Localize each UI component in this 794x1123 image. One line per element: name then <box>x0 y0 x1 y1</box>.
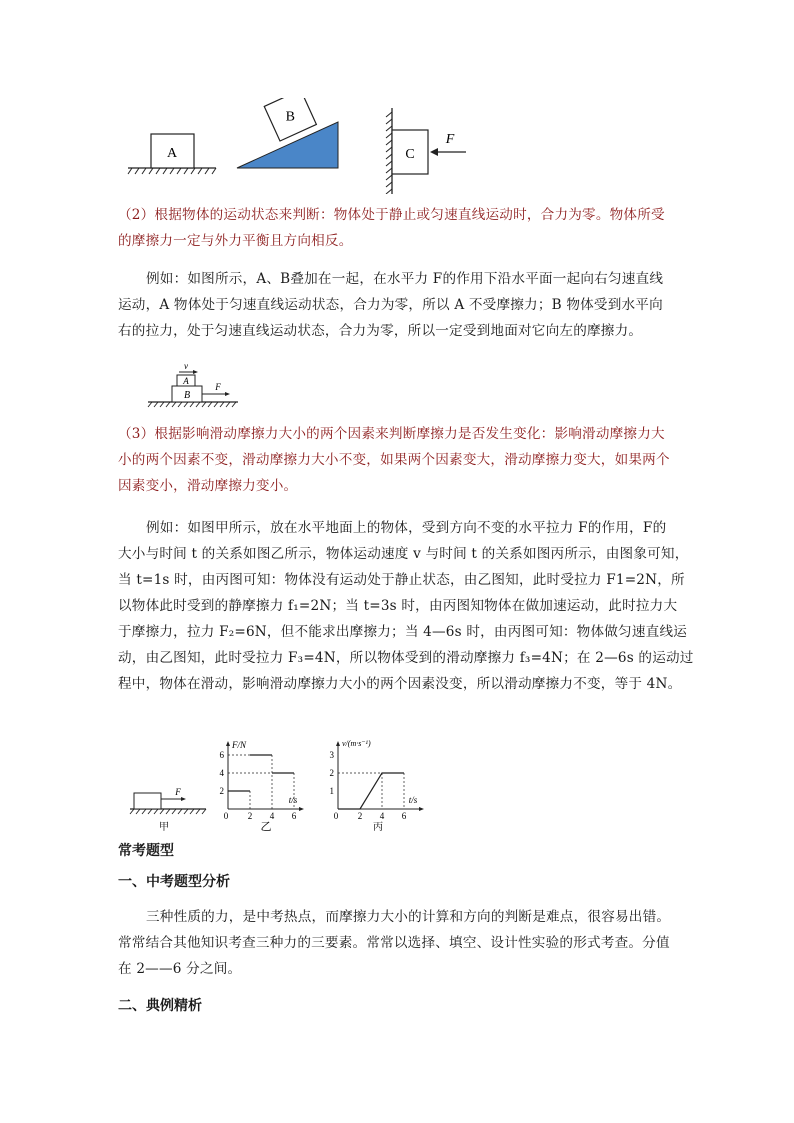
velocity-label: v <box>184 362 188 371</box>
jia-caption: 甲 <box>159 822 169 833</box>
section-2-line: （2）根据物体的运动状态来判断：物体处于静止或匀速直线运动时，合力为零。物体所受 <box>118 207 665 223</box>
bing-xtick-label: 6 <box>401 811 407 821</box>
block-a-figure <box>128 134 216 174</box>
yi-caption: 乙 <box>260 821 272 833</box>
section-3-line: （3）根据影响滑动摩擦力大小的两个因素来判断摩擦力是否发生变化：影响滑动摩擦力大 <box>118 426 665 442</box>
example-line: 当 t=1s 时，由丙图可知：物体没有运动处于静止状态，由乙图知，此时受拉力 F1=2N，所 <box>118 572 685 588</box>
analysis-line: 三种性质的力，是中考热点，而摩擦力大小的计算和方向的判断是难点，很容易出错。 <box>146 909 671 925</box>
section-3-example <box>118 515 694 697</box>
figure-jia <box>130 787 206 833</box>
block-a-label: A <box>166 146 178 161</box>
yi-xtick-label: 6 <box>291 811 297 821</box>
bing-ytick-label: 2 <box>329 768 334 778</box>
bing-velocity-line <box>338 773 404 809</box>
bing-caption: 丙 <box>373 822 383 833</box>
block-b-label: B <box>285 109 295 125</box>
example-line: 例如：如图所示，A、B叠加在一起，在水平力 F的作用下沿水平面一起向右匀速直线 <box>146 271 664 287</box>
chart-bing <box>330 739 425 833</box>
bing-xtick-label: 4 <box>379 811 385 821</box>
analysis-line: 在 2——6 分之间。 <box>118 961 242 977</box>
bing-origin: 0 <box>333 811 339 821</box>
block-b-wedge-figure <box>237 98 338 168</box>
jia-force-label: F <box>175 787 181 797</box>
chart-yi <box>220 740 305 833</box>
yi-ytick-label: 2 <box>219 786 224 796</box>
example-line: 动，由乙图知，此时受拉力 F₃=4N，所以物体受到的滑动摩擦力 f₃=4N；在 2—6s 的运动过 <box>118 650 694 666</box>
bing-xlabel: t/s <box>408 795 418 805</box>
force-label-f: F <box>215 382 221 392</box>
jia-block <box>134 793 161 809</box>
bing-xtick-label: 2 <box>357 811 363 821</box>
yi-xtick-label: 2 <box>247 811 253 821</box>
example-line: 程中，物体在滑动，影响滑动摩擦力大小的两个因素没变，所以滑动摩擦力不变，等于 4N。 <box>118 676 682 692</box>
section-2-line: 的摩擦力一定与外力平衡且方向相反。 <box>118 233 353 249</box>
analysis-line: 常常结合其他知识考查三种力的三要素。常常以选择、填空、设计性实验的形式考查。分值 <box>118 935 670 951</box>
heading-examples: 二、典例精析 <box>118 998 202 1014</box>
bing-ylabel: v/(m·s⁻¹) <box>342 739 371 748</box>
bing-ytick-label: 3 <box>329 750 334 760</box>
block-b-label-2: B <box>183 390 191 401</box>
section-3-line: 因素变小，滑动摩擦力变小。 <box>118 478 298 494</box>
force-label-c: F <box>445 132 455 147</box>
figure-blocks-abc <box>120 98 480 194</box>
section-2-example <box>118 266 678 344</box>
section-3-line: 小的两个因素不变，滑动摩擦力大小不变，如果两个因素变大，滑动摩擦力变大，如果两个 <box>118 452 670 468</box>
figure-jia-yi-bing <box>128 735 448 835</box>
example-line: 于摩擦力，拉力 F₂=6N，但不能求出摩擦力；当 4—6s 时，由丙图可知：物体做匀速直线运 <box>118 624 688 640</box>
example-line: 以物体此时受到的静摩擦力 f₁=2N；当 t=3s 时，由丙图知物体在做加速运动，此时拉力大 <box>118 598 678 614</box>
yi-ytick-label: 6 <box>219 750 224 760</box>
yi-xtick-label: 4 <box>269 811 275 821</box>
example-line: 运动，A 物体处于匀速直线运动状态，合力为零，所以 A 不受摩擦力；B 物体受到水平向 <box>118 297 663 313</box>
heading-common-types: 常考题型 <box>118 843 174 859</box>
heading-analysis: 一、中考题型分析 <box>118 874 230 890</box>
analysis-text <box>118 904 678 982</box>
example-line: 大小与时间 t 的关系如图乙所示，物体运动速度 v 与时间 t 的关系如图丙所示，由图象可知， <box>118 546 689 562</box>
block-c-label: C <box>405 147 415 162</box>
example-line: 右的拉力，处于匀速直线运动状态，合力为零，所以一定受到地面对它向左的摩擦力。 <box>118 323 643 339</box>
bing-ytick-label: 1 <box>329 786 334 796</box>
yi-xlabel: t/s <box>288 795 298 805</box>
example-line: 例如：如图甲所示，放在水平地面上的物体，受到方向不变的水平拉力 F的作用，F的 <box>146 520 667 536</box>
figure-stacked-ab <box>146 362 246 410</box>
yi-ytick-label: 4 <box>219 768 224 778</box>
section-2-text <box>118 202 678 254</box>
yi-origin: 0 <box>223 811 229 821</box>
block-c-wall-figure <box>386 108 466 194</box>
section-3-text <box>118 421 678 499</box>
yi-ylabel: F/N <box>232 740 247 750</box>
block-a-label-2: A <box>183 376 189 386</box>
